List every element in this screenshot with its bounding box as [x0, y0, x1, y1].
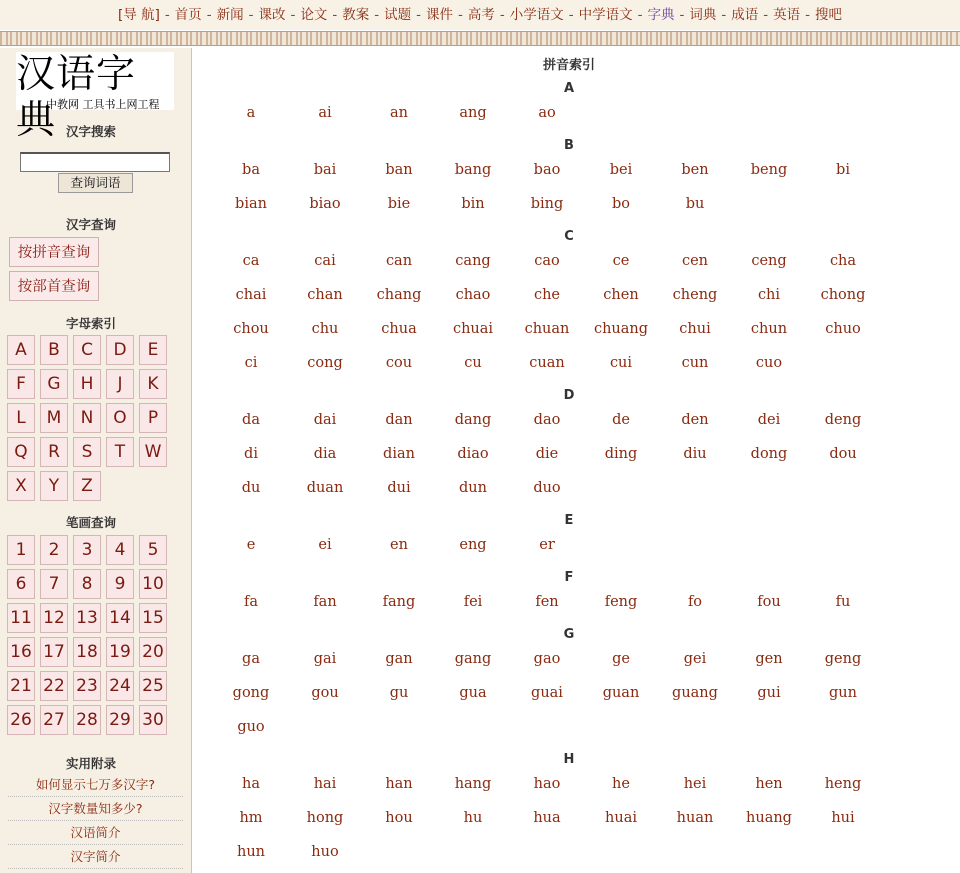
pinyin-link[interactable]: bing — [530, 196, 564, 212]
pinyin-link[interactable]: chen — [603, 287, 639, 303]
pinyin-link[interactable]: bei — [609, 162, 633, 178]
pinyin-link[interactable]: biao — [309, 196, 341, 212]
nav-link[interactable]: 高考 — [467, 7, 495, 23]
pinyin-link[interactable]: cuan — [529, 355, 565, 371]
pinyin-link[interactable]: hai — [313, 776, 337, 792]
pinyin-link[interactable]: dui — [387, 480, 411, 496]
pinyin-link[interactable]: da — [242, 412, 260, 428]
pinyin-link[interactable]: can — [385, 253, 413, 269]
pinyin-link[interactable]: den — [681, 412, 709, 428]
pinyin-link[interactable]: ce — [612, 253, 630, 269]
pinyin-link[interactable]: ding — [604, 446, 638, 462]
stroke-button[interactable]: 18 — [73, 637, 101, 667]
decorative-border — [0, 31, 960, 46]
pinyin-link[interactable]: ge — [612, 651, 630, 667]
letter-button[interactable]: L — [7, 403, 35, 433]
nav-home-bracket[interactable]: [导 航] — [118, 7, 160, 23]
pinyin-link[interactable]: bo — [611, 196, 630, 212]
stroke-button[interactable]: 27 — [40, 705, 68, 735]
nav-link[interactable]: 成语 — [731, 7, 759, 23]
logo-title: 汉语字典 — [16, 52, 137, 143]
nav-separator: - — [457, 7, 463, 23]
nav-separator: - — [568, 7, 574, 23]
pinyin-link[interactable]: che — [533, 287, 561, 303]
stroke-button[interactable]: 19 — [106, 637, 134, 667]
pinyin-link[interactable]: ci — [244, 355, 258, 371]
nav-separator: - — [637, 7, 643, 23]
pinyin-link[interactable]: hen — [755, 776, 783, 792]
letter-button[interactable]: Y — [40, 471, 68, 501]
stroke-button[interactable]: 15 — [139, 603, 167, 633]
appendix-link[interactable]: 汉字数量知多少? — [8, 798, 183, 821]
letter-button[interactable]: D — [106, 335, 134, 365]
pinyin-link[interactable]: de — [612, 412, 630, 428]
pinyin-link[interactable]: cuo — [755, 355, 783, 371]
letter-heading: C — [564, 229, 574, 244]
sidebar — [0, 48, 192, 873]
pinyin-link[interactable]: gan — [385, 651, 413, 667]
page-title: 拼音索引 — [542, 58, 595, 73]
letter-heading: B — [564, 138, 574, 153]
pinyin-link[interactable]: ang — [459, 105, 487, 121]
pinyin-link[interactable]: fen — [535, 594, 559, 610]
stroke-button[interactable]: 25 — [139, 671, 167, 701]
pinyin-link[interactable]: eng — [459, 537, 487, 553]
nav-separator: - — [499, 7, 505, 23]
pinyin-link[interactable]: gai — [313, 651, 337, 667]
pinyin-link[interactable]: dun — [459, 480, 487, 496]
pinyin-link[interactable]: hong — [306, 810, 344, 826]
pinyin-link[interactable]: ban — [385, 162, 413, 178]
stroke-button[interactable]: 2 — [40, 535, 68, 565]
nav-link[interactable]: 教案 — [342, 7, 370, 23]
search-input[interactable] — [20, 152, 170, 172]
search-heading: 汉字搜索 — [65, 124, 116, 139]
pinyin-link[interactable]: chi — [757, 287, 781, 303]
pinyin-link[interactable]: du — [241, 480, 261, 496]
stroke-button[interactable]: 10 — [139, 569, 167, 599]
stroke-button[interactable]: 6 — [7, 569, 35, 599]
pinyin-link[interactable]: duo — [533, 480, 561, 496]
appendix-link[interactable]: 汉语简介 — [8, 822, 183, 845]
stroke-button[interactable]: 30 — [139, 705, 167, 735]
letter-button[interactable]: O — [106, 403, 134, 433]
pinyin-link[interactable]: fan — [313, 594, 337, 610]
lookup-heading: 汉字查询 — [65, 217, 116, 232]
pinyin-link[interactable]: bie — [387, 196, 411, 212]
nav-link[interactable]: 课改 — [258, 7, 286, 23]
letter-button[interactable]: S — [73, 437, 101, 467]
pinyin-link[interactable]: hang — [454, 776, 492, 792]
pinyin-link[interactable]: guan — [602, 685, 640, 701]
pinyin-link[interactable]: ha — [242, 776, 260, 792]
pinyin-link[interactable]: hou — [385, 810, 413, 826]
pinyin-link[interactable]: an — [390, 105, 408, 121]
pinyin-link[interactable]: dai — [313, 412, 337, 428]
stroke-button[interactable]: 4 — [106, 535, 134, 565]
letter-button[interactable]: J — [106, 369, 134, 399]
pinyin-link[interactable]: huo — [311, 844, 339, 860]
letter-button[interactable]: H — [73, 369, 101, 399]
pinyin-link[interactable]: gun — [829, 685, 857, 701]
pinyin-link[interactable]: en — [390, 537, 408, 553]
stroke-button[interactable]: 5 — [139, 535, 167, 565]
letter-heading: H — [563, 752, 575, 767]
pinyin-link[interactable]: deng — [824, 412, 862, 428]
stroke-button[interactable]: 29 — [106, 705, 134, 735]
stroke-button[interactable]: 13 — [73, 603, 101, 633]
letter-heading: A — [563, 81, 575, 96]
nav-separator: - — [290, 7, 296, 23]
stroke-button[interactable]: 26 — [7, 705, 35, 735]
nav-separator: - — [248, 7, 254, 23]
stroke-button[interactable]: 24 — [106, 671, 134, 701]
pinyin-link[interactable]: dei — [757, 412, 781, 428]
pinyin-link[interactable]: cou — [385, 355, 413, 371]
pinyin-link[interactable]: hu — [463, 810, 483, 826]
pinyin-link[interactable]: dia — [313, 446, 337, 462]
pinyin-link[interactable]: dong — [750, 446, 788, 462]
letter-button[interactable]: G — [40, 369, 68, 399]
pinyin-link[interactable]: ei — [318, 537, 332, 553]
pinyin-link[interactable]: bao — [533, 162, 561, 178]
pinyin-link[interactable]: geng — [824, 651, 862, 667]
nav-link[interactable]: 新闻 — [216, 7, 244, 23]
nav-link[interactable]: 首页 — [174, 7, 202, 23]
top-navigation — [0, 0, 960, 30]
pinyin-link[interactable]: gou — [311, 685, 339, 701]
pinyin-link[interactable]: ca — [242, 253, 260, 269]
pinyin-link[interactable]: chuan — [524, 321, 570, 337]
pinyin-link[interactable]: gao — [533, 651, 561, 667]
letter-button[interactable]: R — [40, 437, 68, 467]
pinyin-link[interactable]: cen — [681, 253, 709, 269]
pinyin-link[interactable]: diao — [457, 446, 489, 462]
nav-separator: - — [763, 7, 769, 23]
pinyin-link[interactable]: gei — [683, 651, 707, 667]
pinyin-link[interactable]: huan — [676, 810, 714, 826]
stroke-button[interactable]: 1 — [7, 535, 35, 565]
stroke-button[interactable]: 12 — [40, 603, 68, 633]
stroke-button[interactable]: 17 — [40, 637, 68, 667]
pinyin-link[interactable]: er — [539, 537, 555, 553]
pinyin-link[interactable]: chun — [750, 321, 788, 337]
pinyin-link[interactable]: die — [535, 446, 559, 462]
stroke-button[interactable]: 22 — [40, 671, 68, 701]
letter-button[interactable]: Z — [73, 471, 101, 501]
pinyin-link[interactable]: ceng — [751, 253, 787, 269]
stroke-button[interactable]: 3 — [73, 535, 101, 565]
stroke-button[interactable]: 11 — [7, 603, 35, 633]
nav-separator: - — [805, 7, 810, 23]
pinyin-link[interactable]: hei — [683, 776, 707, 792]
pinyin-index — [192, 48, 960, 873]
stroke-button[interactable]: 9 — [106, 569, 134, 599]
stroke-button[interactable]: 20 — [139, 637, 167, 667]
pinyin-link[interactable]: heng — [824, 776, 862, 792]
pinyin-link[interactable]: ga — [242, 651, 260, 667]
pinyin-link[interactable]: dian — [383, 446, 415, 462]
pinyin-link[interactable]: a — [246, 105, 256, 121]
letter-button[interactable]: P — [139, 403, 167, 433]
pinyin-link[interactable]: duan — [306, 480, 344, 496]
letter-button[interactable]: Q — [7, 437, 35, 467]
nav-link[interactable]: 中学语文 — [578, 7, 633, 23]
nav-separator: - — [374, 7, 380, 23]
letter-button[interactable]: A — [7, 335, 35, 365]
pinyin-link[interactable]: gua — [459, 685, 487, 701]
pinyin-link[interactable]: hua — [533, 810, 561, 826]
radical-lookup-button[interactable]: 按部首查询 — [9, 271, 99, 301]
letter-button[interactable]: F — [7, 369, 35, 399]
pinyin-link[interactable]: cang — [455, 253, 491, 269]
pinyin-link[interactable]: dan — [385, 412, 413, 428]
pinyin-link[interactable]: he — [612, 776, 630, 792]
nav-link[interactable]: 搜吧 — [814, 7, 842, 23]
pinyin-link[interactable]: hao — [533, 776, 561, 792]
pinyin-link[interactable]: chuai — [452, 321, 494, 337]
stroke-button[interactable]: 8 — [73, 569, 101, 599]
nav-separator: - — [679, 7, 685, 23]
nav-link[interactable]: 课件 — [425, 7, 453, 23]
stroke-button[interactable]: 14 — [106, 603, 134, 633]
pinyin-link[interactable]: ai — [318, 105, 332, 121]
pinyin-link[interactable]: dao — [533, 412, 561, 428]
pinyin-link[interactable]: cai — [314, 253, 336, 269]
nav-separator: - — [416, 7, 421, 23]
pinyin-link[interactable]: chua — [381, 321, 417, 337]
letter-heading: D — [563, 388, 575, 403]
letter-button[interactable]: B — [40, 335, 68, 365]
pinyin-link[interactable]: bi — [836, 162, 850, 178]
stroke-button[interactable]: 21 — [7, 671, 35, 701]
search-button[interactable]: 查询词语 — [58, 173, 133, 193]
pinyin-link[interactable]: bian — [235, 196, 267, 212]
pinyin-link[interactable]: chu — [311, 321, 339, 337]
pinyin-link[interactable]: diu — [683, 446, 707, 462]
pinyin-link[interactable]: fu — [835, 594, 851, 610]
letter-heading: G — [563, 627, 575, 642]
pinyin-link[interactable]: e — [246, 537, 256, 553]
pinyin-link[interactable]: cha — [829, 253, 857, 269]
pinyin-link[interactable]: chou — [233, 321, 269, 337]
pinyin-link[interactable]: guo — [237, 719, 265, 735]
pinyin-link[interactable]: bang — [454, 162, 492, 178]
pinyin-link[interactable]: huang — [746, 810, 792, 826]
pinyin-link[interactable]: feng — [604, 594, 638, 610]
letter-heading: F — [564, 570, 574, 585]
stroke-heading: 笔画查询 — [65, 515, 116, 530]
pinyin-link[interactable]: ben — [681, 162, 709, 178]
nav-separator: - — [721, 7, 727, 23]
pinyin-link[interactable]: cui — [609, 355, 633, 371]
pinyin-link[interactable]: cao — [534, 253, 560, 269]
nav-link[interactable]: 词典 — [689, 7, 717, 23]
letter-button[interactable]: W — [139, 437, 167, 467]
appendix-heading: 实用附录 — [65, 756, 116, 771]
pinyin-link[interactable]: chuo — [825, 321, 861, 337]
pinyin-link[interactable]: gu — [389, 685, 409, 701]
pinyin-link[interactable]: dang — [454, 412, 492, 428]
nav-separator: - — [164, 7, 170, 23]
pinyin-link[interactable]: bai — [313, 162, 337, 178]
pinyin-link[interactable]: ba — [242, 162, 260, 178]
pinyin-link[interactable]: han — [385, 776, 413, 792]
nav-separator: - — [206, 7, 212, 23]
pinyin-link[interactable]: fa — [243, 594, 258, 610]
pinyin-link[interactable]: cong — [307, 355, 343, 371]
pinyin-link[interactable]: dou — [829, 446, 857, 462]
pinyin-link[interactable]: gong — [232, 685, 270, 701]
pinyin-lookup-button[interactable]: 按拼音查询 — [9, 237, 99, 267]
letter-button[interactable]: C — [73, 335, 101, 365]
letter-button[interactable]: E — [139, 335, 167, 365]
pinyin-link[interactable]: beng — [750, 162, 788, 178]
pinyin-link[interactable]: gui — [757, 685, 781, 701]
nav-link[interactable]: 小学语文 — [509, 7, 564, 23]
logo-subtitle: 中教网 工具书上网工程 — [46, 98, 160, 111]
letter-button[interactable]: M — [40, 403, 68, 433]
nav-link[interactable]: 试题 — [384, 7, 412, 23]
pinyin-link[interactable]: bin — [461, 196, 485, 212]
letter-button[interactable]: N — [73, 403, 101, 433]
pinyin-link[interactable]: gen — [755, 651, 783, 667]
nav-link[interactable]: 英语 — [773, 7, 801, 23]
letter-index-heading: 字母索引 — [65, 316, 116, 331]
pinyin-link[interactable]: chai — [235, 287, 267, 303]
pinyin-link[interactable]: guang — [672, 685, 718, 701]
pinyin-link[interactable]: chao — [455, 287, 491, 303]
stroke-button[interactable]: 7 — [40, 569, 68, 599]
pinyin-link[interactable]: chong — [820, 287, 866, 303]
pinyin-link[interactable]: fou — [757, 594, 781, 610]
pinyin-link[interactable]: cun — [681, 355, 709, 371]
pinyin-link[interactable]: ao — [538, 105, 556, 121]
stroke-button[interactable]: 28 — [73, 705, 101, 735]
pinyin-link[interactable]: fo — [687, 594, 703, 610]
nav-separator: - — [332, 7, 338, 23]
pinyin-link[interactable]: fei — [463, 594, 483, 610]
pinyin-link[interactable]: chuang — [593, 321, 649, 337]
pinyin-link[interactable]: hm — [239, 810, 263, 826]
pinyin-link[interactable]: huai — [605, 810, 637, 826]
pinyin-link[interactable]: fang — [382, 594, 416, 610]
pinyin-link[interactable]: di — [244, 446, 258, 462]
pinyin-link[interactable]: cheng — [672, 287, 718, 303]
pinyin-link[interactable]: chang — [376, 287, 422, 303]
letter-button[interactable]: X — [7, 471, 35, 501]
pinyin-link[interactable]: chui — [679, 321, 711, 337]
letter-button[interactable]: T — [106, 437, 134, 467]
pinyin-link[interactable]: chan — [307, 287, 343, 303]
pinyin-link[interactable]: gang — [454, 651, 492, 667]
appendix-link[interactable]: 汉字简介 — [8, 846, 183, 869]
nav-link[interactable]: 字典 — [647, 7, 675, 23]
nav-link[interactable]: 论文 — [300, 7, 328, 23]
pinyin-link[interactable]: bu — [685, 196, 705, 212]
pinyin-link[interactable]: hui — [831, 810, 855, 826]
pinyin-link[interactable]: hun — [236, 844, 266, 860]
stroke-button[interactable]: 16 — [7, 637, 35, 667]
letter-heading: E — [564, 513, 574, 528]
pinyin-link[interactable]: cu — [464, 355, 482, 371]
stroke-button[interactable]: 23 — [73, 671, 101, 701]
pinyin-link[interactable]: guai — [531, 685, 563, 701]
letter-button[interactable]: K — [139, 369, 167, 399]
appendix-link[interactable]: 如何显示七万多汉字? — [8, 774, 183, 797]
